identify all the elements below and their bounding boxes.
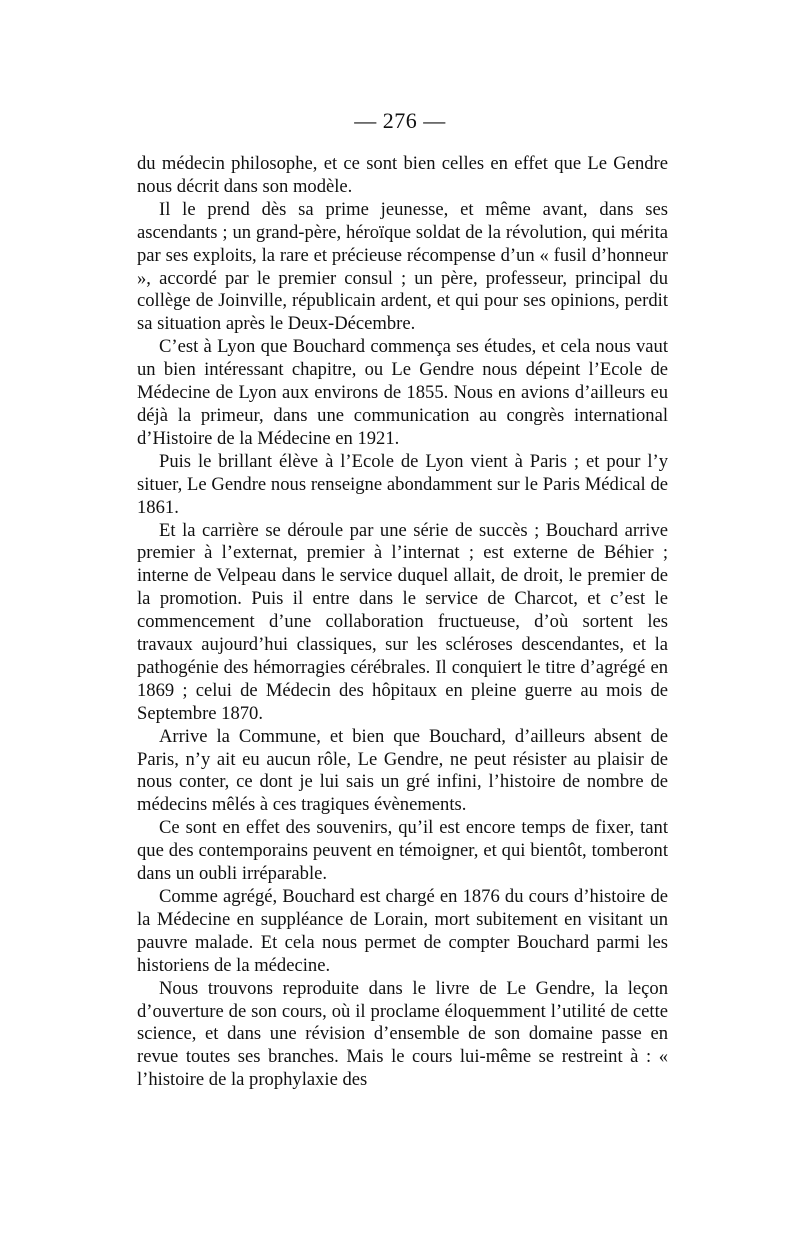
body-text — [137, 153, 668, 1092]
paragraph-continuation: du médecin philosophe, et ce sont bien celles en effet que Le Gendre nous décrit dans son modèle. — [137, 153, 668, 197]
paragraph-opening-lecture: Nous trouvons reproduite dans le livre de Le Gendre, la leçon d’ouverture de son cours, où il proclame éloquemment l’utilité de cette science, et dans une révision d’ensemble de son domaine passe en revue toutes ses branches. Mais le cours lui-même se restreint à : « l’histoire de la prophylaxie des — [137, 977, 668, 1091]
paragraph-paris: Puis le brillant élève à l’Ecole de Lyon vient à Paris ; et pour l’y situer, Le Gendre nous renseigne abondamment sur le Paris Médical de 1861. — [137, 450, 668, 518]
paragraph-souvenirs: Ce sont en effet des souvenirs, qu’il est encore temps de fixer, tant que des contemporains peuvent en témoigner, et qui bientôt, tomberont dans un oubli irréparable. — [137, 817, 668, 885]
paragraph-history-course: Comme agrégé, Bouchard est chargé en 1876 du cours d’histoire de la Médecine en suppléance de Lorain, mort subitement en visitant un pauvre malade. Et cela nous permet de compter Bouchard parmi les historiens de la médecine. — [137, 886, 668, 976]
paragraph-lyon-studies: C’est à Lyon que Bouchard commença ses études, et cela nous vaut un bien intéressant chapitre, ou Le Gendre nous dépeint l’Ecole de Médecine de Lyon aux environs de 1855. Nous en avions d’ailleurs eu déjà la primeur, dans une communication au congrès international d’Histoire de la Médecine en 1921. — [137, 336, 668, 449]
page-number: — 276 — — [354, 108, 446, 133]
paragraph-ancestry: Il le prend dès sa prime jeunesse, et même avant, dans ses ascendants ; un grand-père, héroïque soldat de la révolution, qui mérita par ses exploits, la rare et précieuse récompense d’un « fusil d’honneur », accordé par le premier consul ; un père, professeur, principal du collège de Joinville, républicain ardent, et qui pour ses opinions, perdit sa situation après le Deux-Décembre. — [137, 198, 668, 335]
paragraph-career: Et la carrière se déroule par une série de succès ; Bouchard arrive premier à l’externat, premier à l’internat ; est externe de Béhier ; interne de Velpeau dans le service duquel allait, de droit, le premier de la promotion. Puis il entre dans le service de Charcot, et c’est le commencement d’une collaboration fructueuse, d’où sortent les travaux aujourd’hui classiques, sur les scléroses descendantes, et la pathogénie des hémorragies cérébrales. Il conquiert le titre d’agrégé en 1869 ; celui de Médecin des hôpitaux en pleine guerre au mois de Septembre 1870. — [137, 519, 668, 724]
paragraph-commune: Arrive la Commune, et bien que Bouchard, d’ailleurs absent de Paris, n’y ait eu aucun rôle, Le Gendre, ne peut résister au plaisir de nous conter, ce dont je lui sais un gré infini, l’histoire de nombre de médecins mêlés à ces tragiques évènements. — [137, 725, 668, 816]
